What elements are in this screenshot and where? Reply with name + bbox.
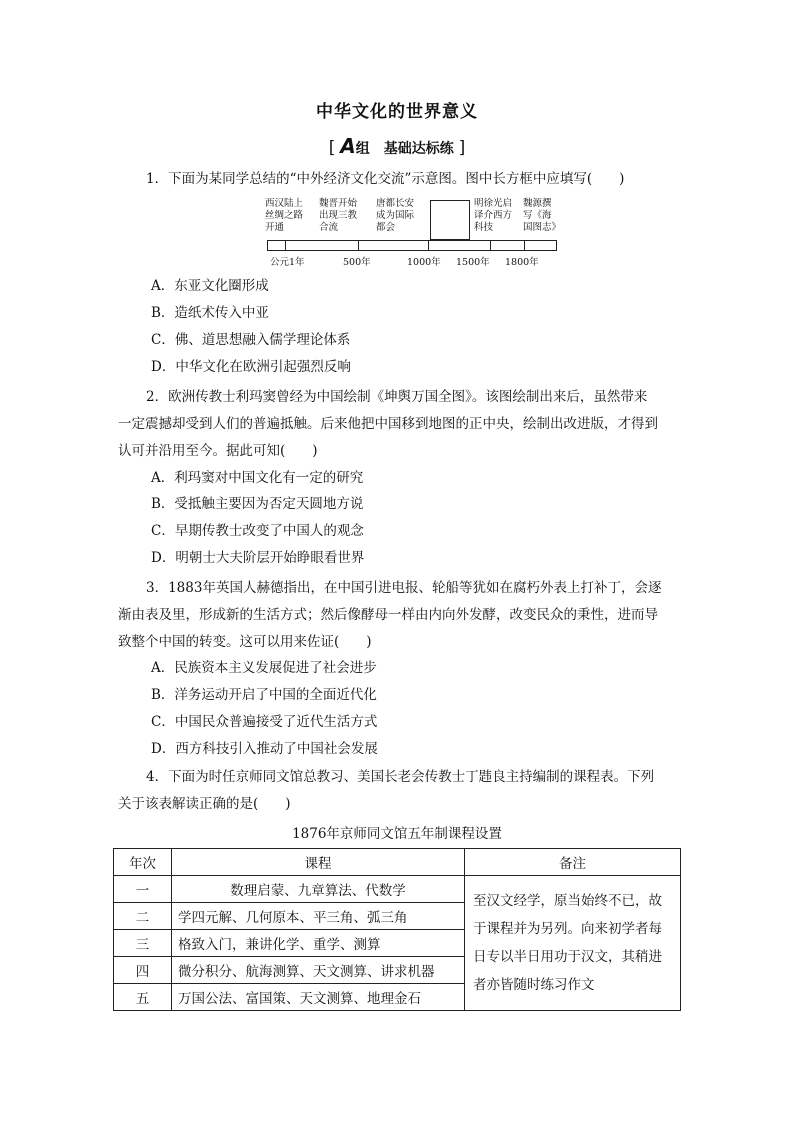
table-caption: 1876年京师同文馆五年制课程设置 xyxy=(292,826,502,842)
timeline-event: 唐都长安 成为国际 都会 xyxy=(376,198,415,233)
question-2-line: 认可并沿用至今。据此可知( ) xyxy=(118,443,318,459)
timeline-diagram xyxy=(265,196,565,266)
question-3-line: 致整个中国的转变。这可以用来佐证( ) xyxy=(118,634,372,650)
option-a[interactable]: A．民族资本主义发展促进了社会进步 xyxy=(151,660,377,676)
group-letter: A xyxy=(340,134,356,158)
option-a[interactable]: A．利玛窦对中国文化有一定的研究 xyxy=(151,470,364,486)
option-b[interactable]: B．造纸术传入中亚 xyxy=(151,305,269,321)
course-cell: 万国公法、富国策、天文测算、地理金石 xyxy=(172,984,465,1011)
option-d[interactable]: D．明朝士大夫阶层开始睁眼看世界 xyxy=(151,550,365,566)
year-cell: 一 xyxy=(114,876,172,903)
axis-tick xyxy=(358,241,359,250)
year-cell: 五 xyxy=(114,984,172,1011)
option-b[interactable]: B．受抵触主要因为否定天圆地方说 xyxy=(151,496,364,512)
note-cell: 至汉文经学，原当始终不已，故于课程并为另列。向来初学者每日专以半日用功于汉文，其稍进者亦皆随时练习作文 xyxy=(465,876,681,1011)
timeline-event: 魏晋开始 出现三教 合流 xyxy=(319,198,358,233)
year-cell: 三 xyxy=(114,930,172,957)
option-c[interactable]: C．早期传教士改变了中国人的观念 xyxy=(151,523,364,539)
axis-label: 1500年 xyxy=(456,257,490,268)
question-1-stem: 1．下面为某同学总结的“中外经济文化交流”示意图。图中长方框中应填写( ) xyxy=(146,171,625,187)
question-3-line: 3．1883年英国人赫德指出，在中国引进电报、轮船等犹如在腐朽外表上打补丁，会逐 xyxy=(146,580,662,596)
group-label: 组 基础达标练 xyxy=(355,141,454,157)
option-b[interactable]: B．洋务运动开启了中国的全面近代化 xyxy=(151,687,377,703)
axis-tick xyxy=(490,241,491,250)
option-c[interactable]: C．中国民众普遍接受了近代生活方式 xyxy=(151,714,378,730)
blank-box xyxy=(430,200,470,240)
axis-tick xyxy=(428,241,429,250)
option-c[interactable]: C．佛、道思想融入儒学理论体系 xyxy=(151,332,351,348)
column-header: 备注 xyxy=(465,849,681,876)
axis-label: 1800年 xyxy=(505,257,539,268)
question-2-line: 一定震撼却受到人们的普遍抵触。后来他把中国移到地图的正中央，绘制出改进版，才得到 xyxy=(118,416,658,432)
column-header: 课程 xyxy=(172,849,465,876)
curriculum-table xyxy=(113,848,681,1011)
axis-label: 1000年 xyxy=(407,257,441,268)
bracket-close: ] xyxy=(458,138,466,158)
axis-tick xyxy=(524,241,525,250)
year-cell: 二 xyxy=(114,903,172,930)
table-header-row xyxy=(114,849,681,876)
page-title: 中华文化的世界意义 xyxy=(316,102,478,122)
table-row xyxy=(114,876,681,903)
timeline-event: 明徐光启 译介西方 科技 xyxy=(474,198,513,233)
column-header: 年次 xyxy=(114,849,172,876)
course-cell: 学四元解、几何原本、平三角、弧三角 xyxy=(172,903,465,930)
course-cell: 格致入门，兼讲化学、重学、测算 xyxy=(172,930,465,957)
bracket-open: [ xyxy=(328,138,336,158)
question-4-line: 4．下面为时任京师同文馆总教习、美国长老会传教士丁韪良主持编制的课程表。下列 xyxy=(146,769,655,785)
question-4-line: 关于该表解读正确的是( ) xyxy=(118,796,291,812)
axis-label: 500年 xyxy=(343,257,371,268)
timeline-event: 魏源撰 写《海 国图志》 xyxy=(523,198,562,233)
timeline-axis xyxy=(267,240,557,251)
question-2-line: 2．欧洲传教士利玛窦曾经为中国绘制《坤舆万国全图》。该图绘制出来后，虽然带来 xyxy=(146,389,648,405)
axis-tick xyxy=(285,241,286,250)
option-d[interactable]: D．中华文化在欧洲引起强烈反响 xyxy=(151,359,351,375)
option-d[interactable]: D．西方科技引入推动了中国社会发展 xyxy=(151,741,378,757)
course-cell: 微分积分、航海测算、天文测算、讲求机器 xyxy=(172,957,465,984)
timeline-event: 西汉陆上 丝绸之路 开通 xyxy=(265,198,304,233)
question-3-line: 渐由表及里，形成新的生活方式；然后像酵母一样由内向外发酵，改变民众的秉性，进而导 xyxy=(118,607,658,623)
year-cell: 四 xyxy=(114,957,172,984)
course-cell: 数理启蒙、九章算法、代数学 xyxy=(172,876,465,903)
section-heading xyxy=(0,134,794,158)
axis-label: 公元1年 xyxy=(270,257,305,268)
option-a[interactable]: A．东亚文化圈形成 xyxy=(151,278,269,294)
